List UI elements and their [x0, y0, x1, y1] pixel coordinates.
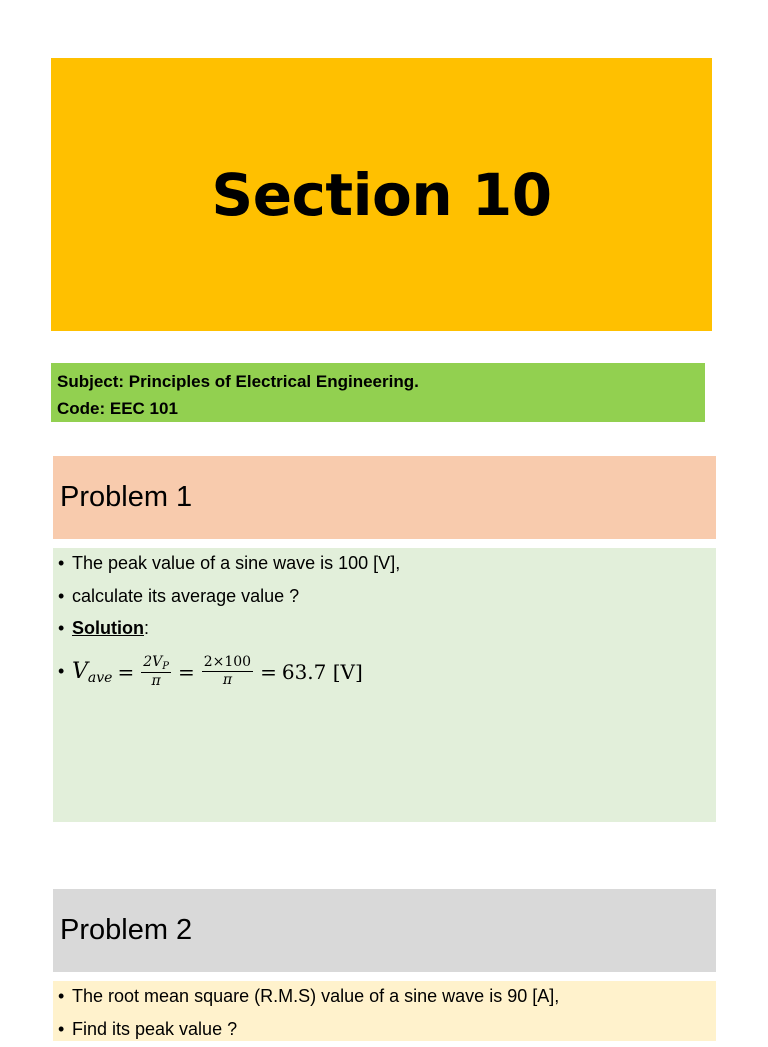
bullet-icon: • [58, 549, 72, 577]
fraction-2-numerator: 2×100 [202, 654, 253, 672]
fraction-1 [141, 654, 171, 690]
average-value-formula [72, 654, 363, 690]
fraction-1-numerator-text: 2V [143, 654, 162, 670]
subject-line: Subject: Principles of Electrical Engineering. [57, 368, 699, 395]
problem-2-line-1-text: The root mean square (R.M.S) value of a sine wave is 90 [A], [72, 986, 559, 1006]
bullet-icon: • [58, 614, 72, 642]
problem-2-line-2 [58, 1015, 716, 1047]
bullet-icon: • [58, 661, 72, 682]
problem-2-body [53, 981, 716, 1041]
section-title-banner [51, 58, 712, 331]
fraction-2-denominator: π [221, 672, 234, 689]
fraction-1-numerator-subscript: P [162, 661, 169, 672]
problem-1-line-1-text: The peak value of a sine wave is 100 [V], [72, 553, 400, 573]
problem-2-line-2-text: Find its peak value ? [72, 1019, 237, 1039]
equals-sign: = [178, 660, 195, 684]
equals-sign: = [260, 660, 277, 684]
solution-suffix: : [144, 618, 149, 638]
fraction-2 [202, 654, 253, 689]
problem-1-title: Problem 1 [60, 481, 192, 514]
fraction-1-denominator: π [149, 673, 162, 690]
formula-line [58, 647, 716, 697]
problem-1-line-2-text: calculate its average value ? [72, 586, 299, 606]
problem-2-line-1 [58, 982, 716, 1015]
bullet-icon: • [58, 982, 72, 1010]
formula-result: 63.7 [V] [282, 660, 363, 684]
code-line: Code: EEC 101 [57, 395, 699, 422]
problem-1-body [53, 548, 716, 822]
section-title: Section 10 [211, 161, 551, 229]
fraction-1-numerator [141, 654, 171, 673]
subject-banner [51, 363, 705, 422]
bullet-icon: • [58, 582, 72, 610]
problem-1-header [53, 456, 716, 539]
problem-1-line-2 [58, 582, 716, 615]
equals-sign: = [117, 660, 134, 684]
problem-2-header [53, 889, 716, 972]
solution-label: Solution [72, 618, 144, 638]
solution-line [58, 614, 716, 647]
formula-lhs-subscript: ave [88, 670, 113, 686]
formula-lhs-symbol: V [72, 659, 88, 684]
problem-1-line-1 [58, 549, 716, 582]
bullet-icon: • [58, 1015, 72, 1043]
problem-2-title: Problem 2 [60, 914, 192, 947]
